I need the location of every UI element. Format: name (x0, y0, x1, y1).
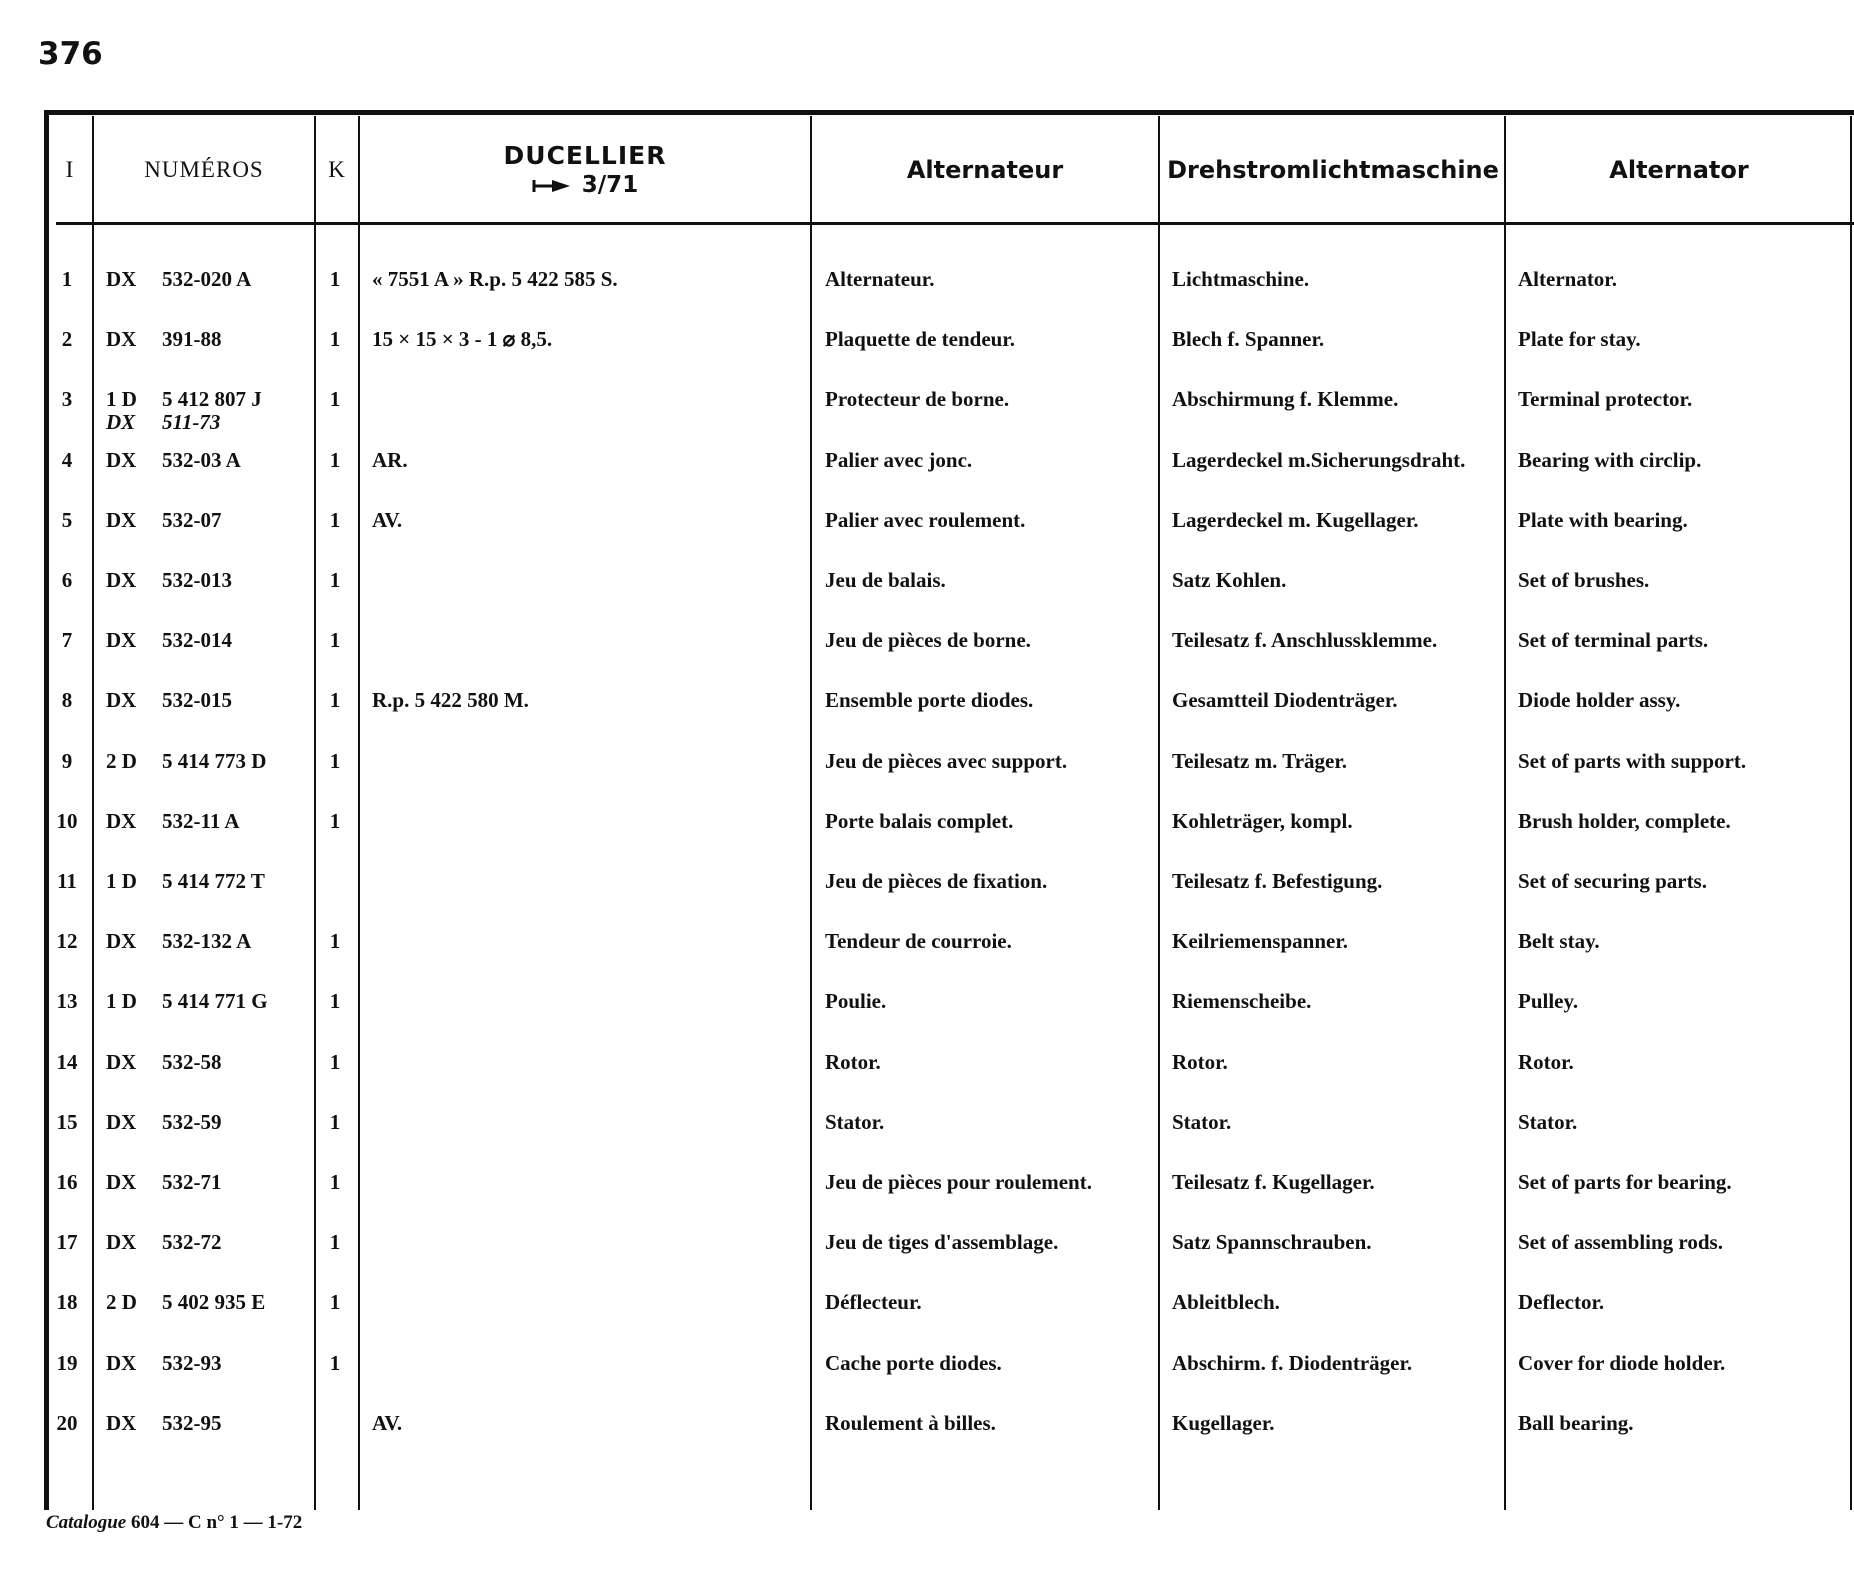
quantity-k: 1 (329, 628, 341, 653)
quantity-k: 1 (329, 808, 341, 833)
row-index: 11 (57, 869, 77, 893)
page-number: 376 (38, 36, 103, 72)
footer-catalogue: Catalogue (46, 1512, 127, 1533)
table-row (0, 1158, 1854, 1218)
since-date (532, 171, 638, 200)
description-fr: Poulie. (825, 989, 887, 1014)
remark: AV. (372, 507, 403, 532)
part-prefix: DX (106, 929, 137, 954)
header-english: Alternator (1609, 156, 1749, 184)
quantity-k: 1 (329, 989, 341, 1014)
description-fr: Rotor. (825, 1049, 881, 1074)
part-number (106, 929, 251, 954)
quantity-k: 1 (329, 1230, 341, 1255)
remark: AV. (372, 1410, 403, 1435)
part-code: 5 412 807 J (162, 387, 262, 412)
description-de: Ableitblech. (1172, 1290, 1280, 1315)
quantity-k: 1 (329, 1170, 341, 1194)
part-prefix: DX (106, 808, 137, 833)
row-index: 12 (56, 929, 78, 954)
description-fr: Plaquette de tendeur. (825, 327, 1015, 352)
part-prefix: DX (106, 1350, 137, 1375)
part-number (106, 568, 232, 593)
header-french: Alternateur (906, 156, 1064, 184)
description-de: Teilesatz m. Träger. (1172, 748, 1347, 773)
description-en: Set of terminal parts. (1518, 628, 1709, 653)
description-de: Gesamtteil Diodenträger. (1172, 688, 1398, 713)
quantity-k: 1 (329, 568, 341, 592)
remark: 15 × 15 × 3 - 1 ⌀ 8,5. (372, 327, 553, 352)
remark: AR. (372, 447, 408, 472)
table-row (0, 1278, 1854, 1338)
part-number (106, 1411, 222, 1436)
description-fr: Palier avec jonc. (825, 447, 973, 472)
brand-name: DUCELLIER (503, 141, 667, 170)
description-fr: Alternateur. (825, 267, 935, 291)
part-prefix: 1 D (106, 387, 137, 412)
description-de: Lagerdeckel m.Sicherungsdraht. (1172, 447, 1466, 472)
header-numbers: NUMÉROS (144, 157, 264, 182)
table-row (0, 315, 1854, 375)
header-ducellier (360, 130, 810, 210)
row-index: 3 (61, 387, 73, 412)
description-fr: Déflecteur. (825, 1290, 922, 1315)
part-prefix: DX (106, 1410, 137, 1435)
description-en: Plate with bearing. (1518, 507, 1688, 532)
description-fr: Jeu de tiges d'assemblage. (825, 1230, 1059, 1255)
row-index: 19 (56, 1350, 78, 1375)
part-prefix: 1 D (106, 989, 137, 1014)
description-en: Rotor. (1518, 1049, 1574, 1074)
description-de: Teilesatz f. Anschlussklemme. (1172, 628, 1438, 653)
quantity-k: 1 (329, 1350, 341, 1375)
part-prefix: DX (106, 267, 137, 291)
part-number (106, 809, 240, 834)
table-row (0, 857, 1854, 917)
part-number (106, 628, 232, 653)
header-german: Drehstromlichtmaschine (1167, 156, 1499, 184)
table-row (0, 797, 1854, 857)
description-en: Diode holder assy. (1518, 688, 1681, 713)
part-prefix: DX (106, 688, 137, 713)
quantity-k: 1 (329, 1290, 341, 1315)
part-number (106, 327, 222, 352)
quantity-k: 1 (329, 1109, 341, 1134)
part-prefix: DX (106, 1049, 137, 1074)
description-en: Bearing with circlip. (1518, 447, 1702, 472)
row-index: 10 (56, 808, 78, 833)
header-index: I (65, 157, 75, 182)
description-de: Rotor. (1172, 1049, 1228, 1074)
description-en: Pulley. (1518, 989, 1579, 1014)
table-row (0, 496, 1854, 556)
since-date-label: 3/71 (581, 172, 639, 199)
description-de: Satz Kohlen. (1172, 568, 1287, 592)
part-code: 532-132 A (162, 929, 252, 954)
description-en: Stator. (1518, 1109, 1578, 1134)
part-code: 532-71 (162, 1170, 222, 1194)
table-row (0, 1038, 1854, 1098)
row-index: 18 (56, 1290, 78, 1315)
description-en: Belt stay. (1518, 929, 1600, 954)
part-number (106, 387, 262, 433)
header-rule (56, 222, 1854, 225)
description-de: Keilriemenspanner. (1172, 929, 1348, 954)
arrow-from-icon (532, 178, 572, 194)
quantity-k: 1 (329, 267, 341, 291)
row-index: 1 (61, 267, 73, 291)
row-index: 7 (61, 628, 73, 653)
description-de: Riemenscheibe. (1172, 989, 1312, 1014)
description-fr: Palier avec roulement. (825, 507, 1026, 532)
part-code: 532-013 (162, 568, 232, 592)
description-fr: Jeu de pièces avec support. (825, 748, 1068, 773)
part-prefix: DX (106, 1170, 137, 1194)
table-row (0, 616, 1854, 676)
description-en: Plate for stay. (1518, 327, 1641, 352)
part-prefix: 2 D (106, 748, 137, 773)
row-index: 5 (61, 507, 73, 532)
table-row (0, 1399, 1854, 1459)
description-en: Brush holder, complete. (1518, 808, 1731, 833)
row-index: 14 (56, 1049, 78, 1074)
quantity-k: 1 (329, 387, 341, 412)
part-prefix: DX (106, 1109, 137, 1134)
table-row (0, 1339, 1854, 1399)
description-en: Set of securing parts. (1518, 869, 1707, 893)
description-en: Alternator. (1518, 267, 1617, 291)
description-en: Set of brushes. (1518, 568, 1650, 592)
part-prefix: 2 D (106, 1290, 137, 1315)
part-number (106, 448, 241, 473)
part-number (106, 1050, 222, 1075)
row-index: 2 (61, 327, 73, 352)
part-number (106, 749, 266, 774)
part-number (106, 1110, 222, 1135)
part-code: 532-014 (162, 628, 232, 653)
part-number (106, 1290, 265, 1315)
description-fr: Ensemble porte diodes. (825, 688, 1034, 713)
description-fr: Cache porte diodes. (825, 1350, 1002, 1375)
part-number (106, 1351, 222, 1376)
part-number (106, 267, 251, 292)
table-row (0, 676, 1854, 736)
part-prefix: DX (106, 568, 137, 592)
remark: « 7551 A » R.p. 5 422 585 S. (372, 267, 618, 291)
table-row (0, 375, 1854, 435)
part-code: 5 414 771 G (162, 989, 268, 1014)
part-code: 391-88 (162, 327, 222, 352)
description-de: Satz Spannschrauben. (1172, 1230, 1372, 1255)
part-code: 532-72 (162, 1230, 222, 1255)
part-prefix: DX (106, 507, 137, 532)
quantity-k: 1 (329, 929, 341, 954)
description-fr: Porte balais complet. (825, 808, 1014, 833)
row-index: 6 (61, 568, 73, 592)
table-row (0, 556, 1854, 616)
description-en: Ball bearing. (1518, 1410, 1634, 1435)
description-de: Abschirm. f. Diodenträger. (1172, 1350, 1413, 1375)
quantity-k: 1 (329, 1049, 341, 1074)
part-number (106, 989, 268, 1014)
part-prefix: DX (106, 1230, 137, 1255)
part-code: 532-020 A (162, 267, 252, 291)
description-en: Set of parts for bearing. (1518, 1170, 1732, 1194)
part-code: 532-015 (162, 688, 232, 713)
part-code: 532-93 (162, 1350, 222, 1375)
row-index: 16 (56, 1170, 78, 1194)
part-number (106, 688, 232, 713)
part-code: 532-95 (162, 1410, 222, 1435)
part-code: 5 414 772 T (162, 869, 265, 893)
description-de: Lagerdeckel m. Kugellager. (1172, 507, 1419, 532)
table-row (0, 737, 1854, 797)
quantity-k: 1 (329, 688, 341, 713)
part-code: 5 402 935 E (162, 1290, 266, 1315)
description-de: Stator. (1172, 1109, 1232, 1134)
table-row (0, 1098, 1854, 1158)
description-de: Kohleträger, kompl. (1172, 808, 1353, 833)
row-index: 20 (56, 1410, 78, 1435)
description-en: Deflector. (1518, 1290, 1605, 1315)
description-fr: Jeu de balais. (825, 568, 946, 592)
description-de: Teilesatz f. Befestigung. (1172, 869, 1383, 893)
row-index: 17 (56, 1230, 78, 1255)
row-index: 13 (56, 989, 78, 1014)
description-en: Cover for diode holder. (1518, 1350, 1726, 1375)
description-en: Set of assembling rods. (1518, 1230, 1723, 1255)
row-index: 15 (56, 1109, 78, 1134)
description-de: Abschirmung f. Klemme. (1172, 387, 1399, 412)
part-number (106, 869, 265, 894)
table-row (0, 436, 1854, 496)
remark: R.p. 5 422 580 M. (372, 688, 529, 713)
part-prefix: DX (106, 327, 137, 352)
row-index: 4 (61, 447, 73, 472)
description-fr: Protecteur de borne. (825, 387, 1010, 412)
description-en: Set of parts with support. (1518, 748, 1747, 773)
description-fr: Tendeur de courroie. (825, 929, 1012, 954)
part-code: 532-59 (162, 1109, 222, 1134)
part-number (106, 1170, 222, 1195)
description-fr: Stator. (825, 1109, 885, 1134)
description-de: Kugellager. (1172, 1410, 1275, 1435)
description-de: Blech f. Spanner. (1172, 327, 1325, 352)
part-code: 532-03 A (162, 447, 241, 472)
description-de: Teilesatz f. Kugellager. (1172, 1170, 1375, 1194)
part-code: 5 414 773 D (162, 748, 267, 773)
alt-part-prefix: DX (106, 410, 136, 435)
quantity-k: 1 (329, 447, 341, 472)
quantity-k: 1 (329, 507, 341, 532)
quantity-k: 1 (329, 327, 341, 352)
table-row (0, 977, 1854, 1037)
footer (46, 1512, 302, 1534)
quantity-k: 1 (329, 748, 341, 773)
part-code: 532-58 (162, 1049, 222, 1074)
part-number (106, 1230, 222, 1255)
table-row (0, 1218, 1854, 1278)
part-number (106, 508, 222, 533)
part-code: 532-11 A (162, 808, 240, 833)
row-index: 9 (61, 748, 73, 773)
description-fr: Jeu de pièces de fixation. (825, 869, 1048, 893)
description-fr: Jeu de pièces de borne. (825, 628, 1031, 653)
part-prefix: DX (106, 628, 137, 653)
header-k: K (328, 157, 346, 182)
footer-reference: 604 — C n° 1 — 1-72 (130, 1512, 303, 1533)
part-prefix: 1 D (106, 869, 137, 893)
description-fr: Jeu de pièces pour roulement. (825, 1170, 1092, 1194)
row-index: 8 (61, 688, 73, 713)
description-de: Lichtmaschine. (1172, 267, 1310, 291)
part-prefix: DX (106, 447, 137, 472)
table-row (0, 917, 1854, 977)
description-en: Terminal protector. (1518, 387, 1693, 412)
description-fr: Roulement à billes. (825, 1410, 996, 1435)
table-row (0, 255, 1854, 315)
part-code: 532-07 (162, 507, 222, 532)
alt-part-code: 511-73 (162, 410, 221, 435)
